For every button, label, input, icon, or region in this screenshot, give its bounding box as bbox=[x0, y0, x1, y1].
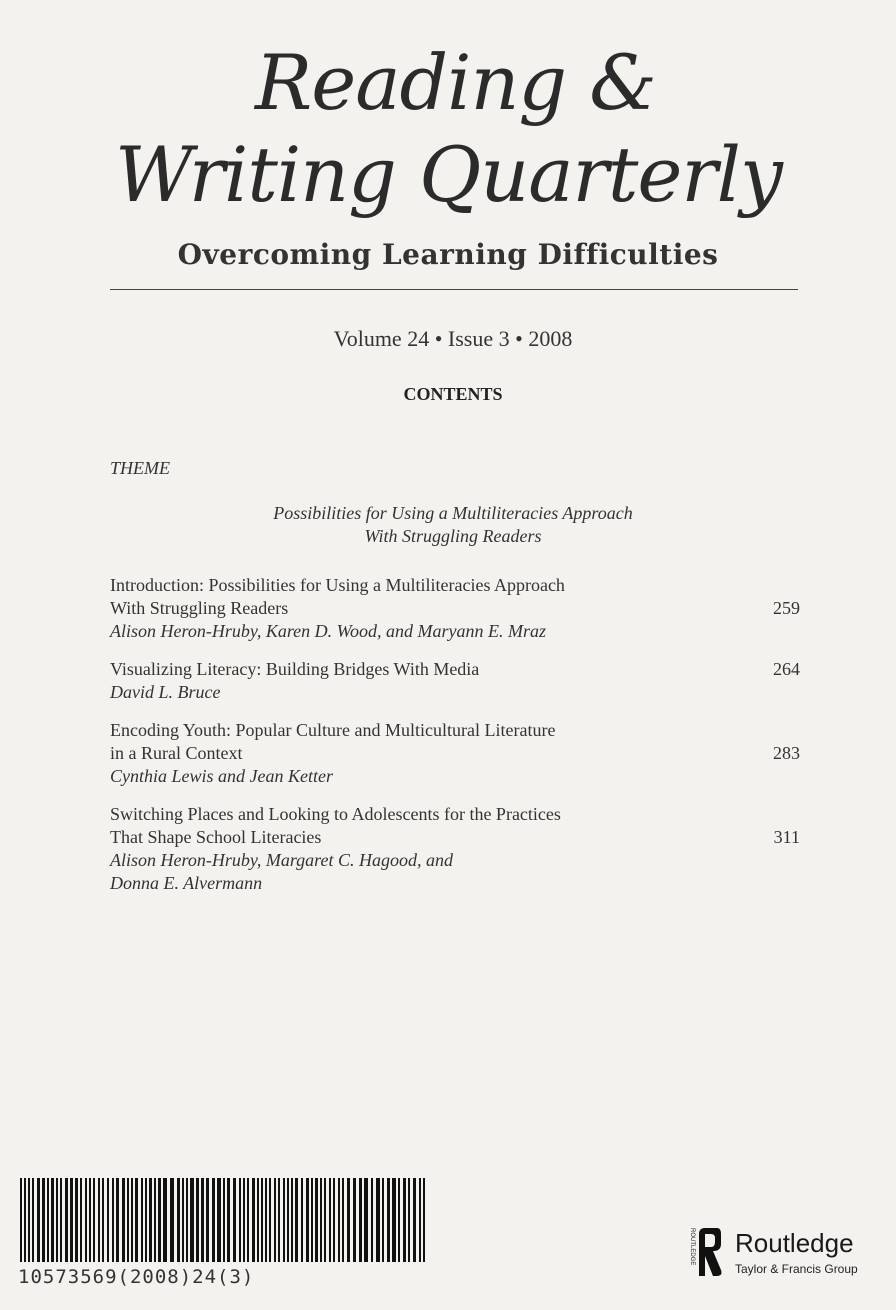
barcode-bar bbox=[311, 1178, 313, 1262]
barcode-bar bbox=[408, 1178, 410, 1262]
barcode-bar bbox=[212, 1178, 215, 1262]
page-number: 259 bbox=[773, 598, 800, 618]
barcode-bar bbox=[353, 1178, 356, 1262]
barcode-bar bbox=[149, 1178, 152, 1262]
article-authors-line1: David L. Bruce bbox=[110, 682, 221, 702]
barcode-bar bbox=[37, 1178, 40, 1262]
barcode-bar bbox=[206, 1178, 209, 1262]
barcode-bar bbox=[265, 1178, 267, 1262]
article-title-line2: That Shape School Literacies bbox=[110, 827, 322, 847]
theme-title bbox=[0, 502, 896, 548]
toc-entry[interactable] bbox=[110, 574, 800, 643]
barcode-bar bbox=[269, 1178, 271, 1262]
barcode-bar bbox=[28, 1178, 30, 1262]
barcode-bar bbox=[60, 1178, 62, 1262]
article-authors-line1: Alison Heron-Hruby, Karen D. Wood, and Maryann E. Mraz bbox=[110, 621, 546, 641]
barcode-bar bbox=[141, 1178, 143, 1262]
barcode-bar bbox=[177, 1178, 180, 1262]
barcode-bar bbox=[227, 1178, 230, 1262]
barcode-bar bbox=[201, 1178, 204, 1262]
barcode-bar bbox=[413, 1178, 416, 1262]
barcode-bar bbox=[158, 1178, 161, 1262]
barcode bbox=[18, 1178, 428, 1262]
barcode-bar bbox=[320, 1178, 322, 1262]
barcode-bar bbox=[419, 1178, 421, 1262]
barcode-bar bbox=[217, 1178, 221, 1262]
barcode-bar bbox=[80, 1178, 82, 1262]
theme-title-line1: Possibilities for Using a Multiliteracies Approach bbox=[273, 503, 633, 523]
barcode-bar bbox=[387, 1178, 390, 1262]
barcode-bar bbox=[127, 1178, 129, 1262]
journal-title-line1: Reading & bbox=[255, 38, 656, 127]
barcode-bar bbox=[392, 1178, 396, 1262]
article-title-line1: Visualizing Literacy: Building Bridges With Media bbox=[110, 659, 480, 679]
toc-entry[interactable] bbox=[110, 719, 800, 788]
barcode-bar bbox=[47, 1178, 49, 1262]
barcode-bar bbox=[333, 1178, 335, 1262]
article-title-line2: With Struggling Readers bbox=[110, 598, 289, 618]
barcode-bar bbox=[274, 1178, 276, 1262]
article-authors-line2: Donna E. Alvermann bbox=[110, 873, 263, 893]
toc-entry[interactable] bbox=[110, 803, 800, 895]
barcode-bar bbox=[376, 1178, 380, 1262]
barcode-bar bbox=[243, 1178, 245, 1262]
barcode-bar bbox=[324, 1178, 326, 1262]
barcode-bar bbox=[170, 1178, 174, 1262]
barcode-bar bbox=[252, 1178, 255, 1262]
barcode-bar bbox=[315, 1178, 318, 1262]
barcode-bar bbox=[98, 1178, 100, 1262]
barcode-bar bbox=[301, 1178, 303, 1262]
article-title-line1: Encoding Youth: Popular Culture and Multicultural Literature bbox=[110, 720, 556, 740]
article-title-line1: Introduction: Possibilities for Using a Multiliteracies Approach bbox=[110, 575, 565, 595]
barcode-bar bbox=[291, 1178, 293, 1262]
barcode-bar bbox=[145, 1178, 147, 1262]
page-number: 311 bbox=[773, 827, 800, 847]
volume-line: Volume 24 • Issue 3 • 2008 bbox=[333, 326, 573, 351]
barcode-bar bbox=[51, 1178, 54, 1262]
barcode-bar bbox=[364, 1178, 368, 1262]
barcode-bar bbox=[135, 1178, 138, 1262]
barcode-bar bbox=[257, 1178, 259, 1262]
barcode-bar bbox=[423, 1178, 425, 1262]
barcode-bar bbox=[247, 1178, 249, 1262]
contents-heading: CONTENTS bbox=[403, 384, 503, 404]
barcode-bar bbox=[398, 1178, 400, 1262]
barcode-number: 10573569(2008)24(3) bbox=[18, 1266, 255, 1288]
barcode-bar bbox=[107, 1178, 109, 1262]
barcode-bar bbox=[32, 1178, 34, 1262]
barcode-bar bbox=[20, 1178, 22, 1262]
publisher-group: Taylor & Francis Group bbox=[735, 1262, 858, 1276]
barcode-bar bbox=[182, 1178, 184, 1262]
theme-label: THEME bbox=[110, 458, 170, 478]
barcode-bar bbox=[116, 1178, 119, 1262]
barcode-bar bbox=[56, 1178, 58, 1262]
barcode-bar bbox=[223, 1178, 225, 1262]
article-authors-line1: Alison Heron-Hruby, Margaret C. Hagood, and bbox=[110, 850, 453, 870]
barcode-bar bbox=[306, 1178, 309, 1262]
barcode-bar bbox=[70, 1178, 73, 1262]
barcode-bar bbox=[261, 1178, 263, 1262]
barcode-bar bbox=[295, 1178, 298, 1262]
journal-title-line2: Writing Quarterly bbox=[115, 130, 782, 219]
publisher-name: Routledge bbox=[735, 1228, 854, 1258]
page-number: 283 bbox=[773, 743, 800, 763]
barcode-bar bbox=[342, 1178, 344, 1262]
barcode-bar bbox=[382, 1178, 384, 1262]
barcode-bar bbox=[239, 1178, 241, 1262]
barcode-bar bbox=[186, 1178, 188, 1262]
barcode-bar bbox=[122, 1178, 125, 1262]
toc-entry[interactable] bbox=[110, 658, 800, 704]
article-title-line1: Switching Places and Looking to Adolescents for the Practices bbox=[110, 804, 561, 824]
barcode-bar bbox=[338, 1178, 340, 1262]
barcode-bar bbox=[85, 1178, 87, 1262]
theme-title-line2: With Struggling Readers bbox=[364, 526, 542, 546]
barcode-bar bbox=[359, 1178, 362, 1262]
barcode-bar bbox=[278, 1178, 280, 1262]
barcode-bar bbox=[24, 1178, 26, 1262]
barcode-bar bbox=[371, 1178, 373, 1262]
barcode-bar bbox=[102, 1178, 104, 1262]
journal-subtitle: Overcoming Learning Difficulties bbox=[177, 238, 719, 271]
article-title-line2: in a Rural Context bbox=[110, 743, 243, 763]
barcode-bar bbox=[131, 1178, 133, 1262]
title-divider bbox=[110, 289, 798, 290]
barcode-bar bbox=[196, 1178, 199, 1262]
barcode-bar bbox=[283, 1178, 285, 1262]
barcode-bar bbox=[347, 1178, 350, 1262]
barcode-bar bbox=[233, 1178, 236, 1262]
barcode-bar bbox=[65, 1178, 68, 1262]
barcode-bar bbox=[154, 1178, 156, 1262]
barcode-bar bbox=[190, 1178, 194, 1262]
logo-vertical-text: ROUTLEDGE bbox=[689, 1228, 695, 1266]
barcode-bar bbox=[75, 1178, 78, 1262]
barcode-bar bbox=[112, 1178, 114, 1262]
article-authors-line1: Cynthia Lewis and Jean Ketter bbox=[110, 766, 333, 786]
routledge-logo-icon bbox=[683, 1226, 723, 1280]
barcode-bar bbox=[287, 1178, 289, 1262]
page-number: 264 bbox=[773, 659, 800, 679]
barcode-bar bbox=[403, 1178, 406, 1262]
barcode-bar bbox=[93, 1178, 95, 1262]
barcode-bar bbox=[89, 1178, 91, 1262]
barcode-bar bbox=[163, 1178, 167, 1262]
barcode-bar bbox=[42, 1178, 45, 1262]
barcode-bar bbox=[329, 1178, 331, 1262]
